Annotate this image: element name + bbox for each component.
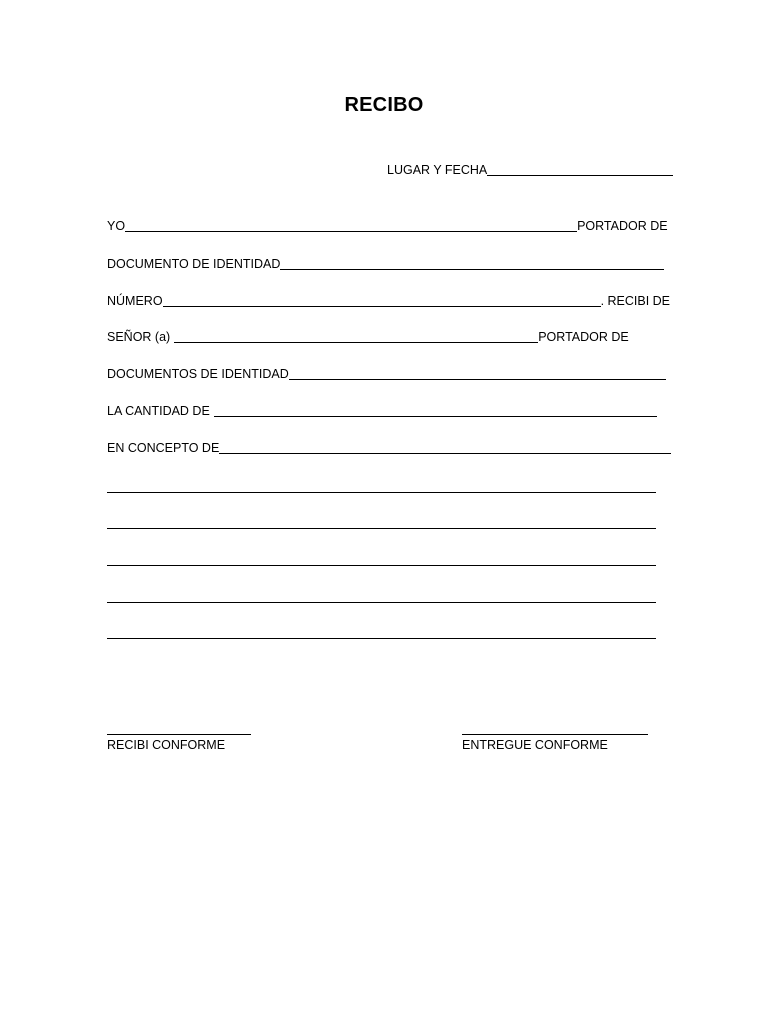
concept-extra-line[interactable]: [107, 565, 656, 566]
senor-row: [107, 329, 629, 345]
concept-extra-line[interactable]: [107, 602, 656, 603]
senor-label: SEÑOR (a): [107, 330, 171, 344]
concept-extra-line[interactable]: [107, 492, 656, 493]
docs-id-label: DOCUMENTOS DE IDENTIDAD: [107, 367, 289, 381]
doc-id-blank[interactable]: [280, 257, 664, 270]
place-date-row: [387, 162, 673, 178]
concepto-blank[interactable]: [219, 441, 671, 454]
signature-line-receiver[interactable]: [107, 734, 251, 735]
signature-line-deliverer[interactable]: [462, 734, 648, 735]
senor-name-blank[interactable]: [174, 330, 538, 343]
yo-label: YO: [107, 219, 126, 233]
signature-label-deliverer: ENTREGUE CONFORME: [462, 738, 608, 752]
concepto-row: [107, 440, 671, 456]
place-date-blank[interactable]: [487, 163, 673, 176]
numero-label: NÚMERO: [107, 294, 163, 308]
concepto-label: EN CONCEPTO DE: [107, 441, 220, 455]
concept-extra-line[interactable]: [107, 638, 656, 639]
recibi-de-label: . RECIBI DE: [600, 294, 671, 308]
docs-id-blank[interactable]: [289, 367, 666, 380]
numero-row: [107, 293, 670, 309]
signature-label-receiver: RECIBI CONFORME: [107, 738, 226, 752]
numero-blank[interactable]: [163, 294, 601, 307]
document-title: RECIBO: [344, 94, 424, 116]
yo-row: [107, 218, 668, 234]
senor-portador-label: PORTADOR DE: [538, 330, 629, 344]
place-date-label: LUGAR Y FECHA: [387, 163, 488, 177]
cantidad-blank[interactable]: [214, 404, 657, 417]
concept-extra-line[interactable]: [107, 528, 656, 529]
cantidad-label: LA CANTIDAD DE: [107, 404, 210, 418]
docs-id-row: [107, 366, 666, 382]
doc-id-label: DOCUMENTO DE IDENTIDAD: [107, 257, 281, 271]
yo-portador-label: PORTADOR DE: [577, 219, 668, 233]
cantidad-row: [107, 403, 657, 419]
doc-id-row: [107, 256, 664, 272]
yo-name-blank[interactable]: [125, 219, 577, 232]
